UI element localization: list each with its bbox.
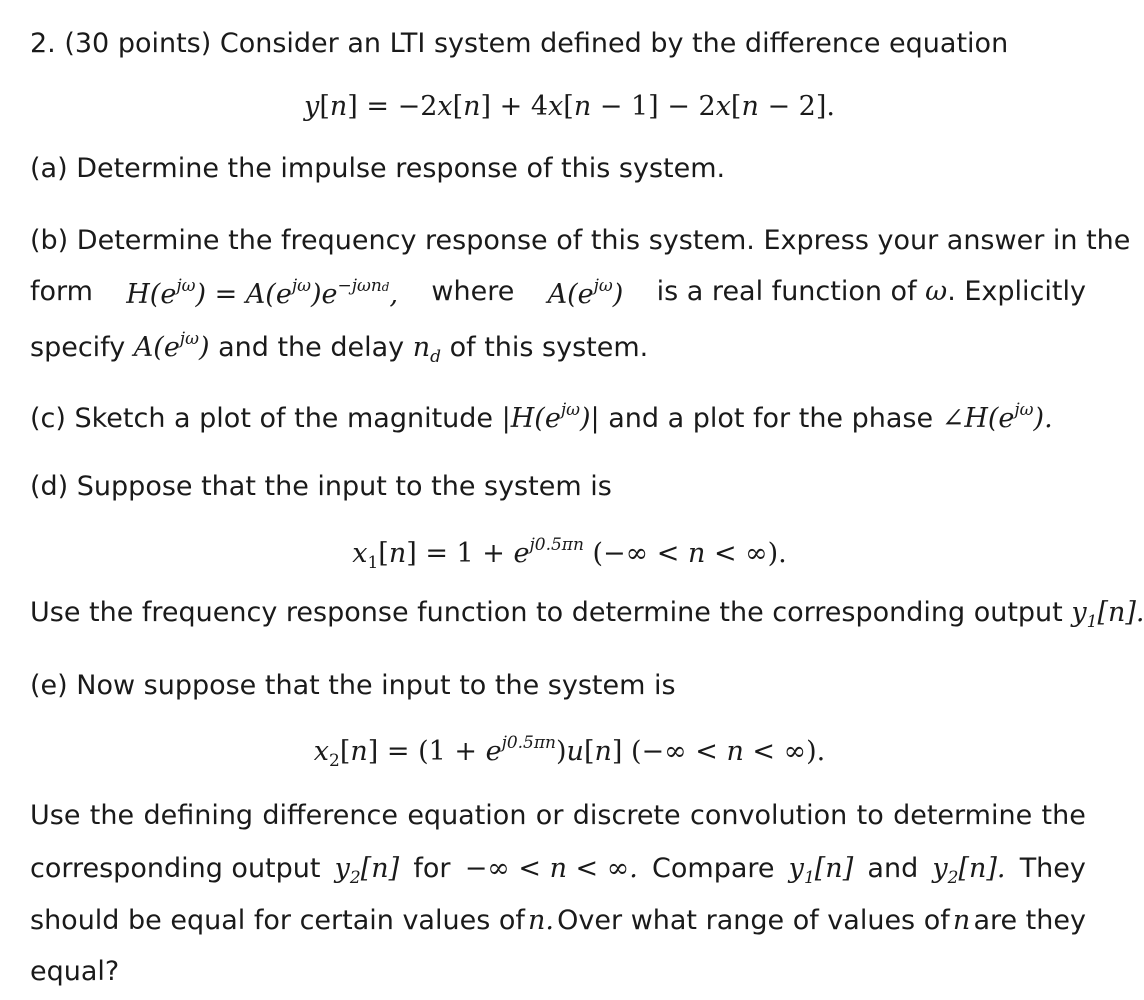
part-e-should: should be equal for certain values of [30, 905, 525, 936]
part-e-line1: (e) Now suppose that the input to the system is [30, 670, 676, 701]
part-d-line2 [30, 599, 1144, 631]
part-c-prefix: (c) Sketch a plot of the magnitude [30, 403, 494, 434]
amplitude-function-2: $A(e^{j\omega})$ [133, 329, 210, 363]
part-b-rest: is a real function of ω. Explicitly [656, 276, 1086, 307]
output-y1: $y_1[n]$. [1071, 597, 1144, 632]
part-e-and: and [867, 853, 919, 884]
part-b-line1: (b) Determine the frequency response of this system. Express your answer in the [30, 225, 1131, 256]
part-a: (a) Determine the impulse response of this system. [30, 153, 726, 184]
part-b-line3 [30, 331, 648, 366]
input-x1-equation: $x_1[n] = 1 + e^{j0.5\pi n}$ (−∞ < n < ∞). [352, 535, 787, 573]
frequency-response-expression: $H(e^{j\omega}) = A(e^{j\omega})e^{-j\omega nd}$, [126, 276, 399, 310]
part-b-delay: and the delay [218, 332, 405, 363]
part-e-range-question: Over what range of values of [557, 905, 950, 936]
part-d-line1: (d) Suppose that the input to the system is [30, 471, 612, 502]
output-y2-ref: $y_2[n]$. [932, 853, 1006, 888]
amplitude-function: $A(e^{j\omega})$ [547, 276, 624, 310]
output-y2: $y_2[n]$ [334, 853, 400, 888]
part-e-corresponding: corresponding output [30, 853, 321, 884]
part-e-line5: equal? [30, 956, 120, 987]
part-c [30, 402, 1053, 432]
part-b-where: where [431, 276, 515, 307]
part-c-mid: and a plot for the phase [608, 403, 934, 434]
delay-symbol: $n_d$ [412, 332, 441, 367]
part-e-they: They [1019, 853, 1086, 884]
part-b-end: of this system. [449, 332, 649, 363]
part-e-compare: Compare [652, 853, 775, 884]
phase-expression: $\angle H(e^{j\omega})$. [941, 400, 1053, 434]
part-e-line3 [30, 855, 1086, 887]
n-symbol-2: n [952, 905, 971, 936]
part-b-specify: specify [30, 332, 126, 363]
part-e-line4 [30, 907, 1086, 934]
magnitude-expression: $|H(e^{j\omega})|$ [501, 400, 600, 434]
output-y1-ref: $y_1[n]$ [788, 853, 854, 888]
part-e-for: for [413, 853, 451, 884]
range-expression: −∞ < n < ∞. [464, 853, 638, 884]
part-d-line2-text: Use the frequency response function to determine the corresponding output [30, 597, 1063, 628]
part-b-form-label: form [30, 276, 93, 307]
part-e-are-they: are they [973, 905, 1086, 936]
problem-intro: 2. (30 points) Consider an LTI system defined by the difference equation [30, 28, 1009, 59]
part-e-line2: Use the defining difference equation or discrete convolution to determine the [30, 800, 1086, 831]
part-b-line2 [30, 278, 1086, 308]
n-symbol: n. [528, 905, 555, 936]
input-x2-equation: $x_2[n] = (1 + e^{j0.5\pi n})u[n]$ (−∞ < n < ∞). [313, 733, 826, 771]
difference-equation: y[n] = −2x[n] + 4x[n − 1] − 2x[n − 2]. [304, 91, 835, 122]
